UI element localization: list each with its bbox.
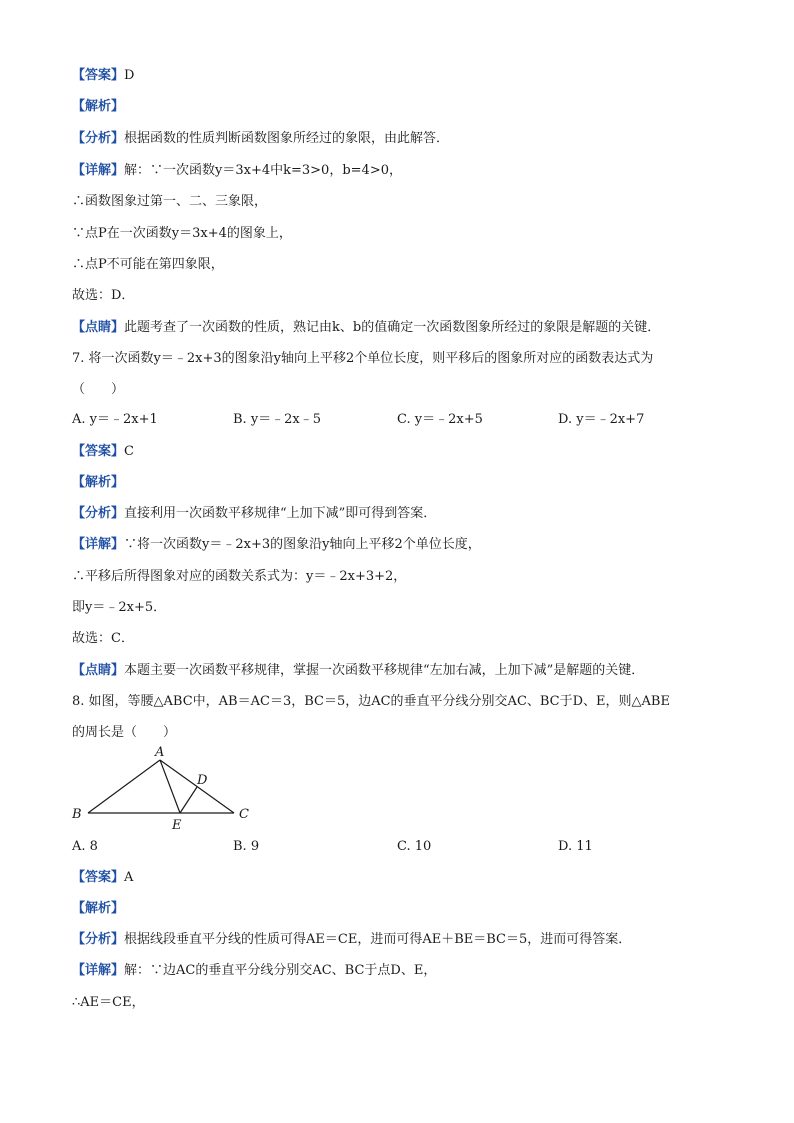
segment-ab [88,760,160,813]
q7-option-b: B. y＝﹣2x﹣5 [233,412,322,427]
q7-line3: 故选：C． [72,631,134,646]
segment-de [180,787,197,813]
q7-fenxi [72,504,436,524]
comment-tag: 【点睛】 [72,663,125,678]
label-c: C [239,807,249,822]
q8-stem-cont: 的周长是（ ） [72,725,177,740]
q7-comment [72,661,644,681]
q6-comment [72,318,660,338]
fenxi-text: 直接利用一次函数平移规律“上加下减”即可得到答案． [124,506,437,521]
q7-paren: （ ） [72,382,125,397]
fenxi-tag: 【分析】 [72,932,125,947]
label-e: E [172,818,182,833]
q8-analysis-heading [72,899,124,919]
detail-tag: 【详解】 [72,537,125,552]
q7-line2: 即y＝﹣2x+5． [72,600,167,615]
analysis-tag: 【解析】 [72,475,125,490]
q7-option-c: C. y＝﹣2x+5 [397,412,483,427]
q8-option-c: C. 10 [397,839,432,854]
q8-stem: 8. 如图，等腰△ABC中，AB＝AC＝3，BC＝5，边AC的垂直平分线分别交AC、BC于D、E，则△ABE [72,694,670,709]
fenxi-text: 根据线段垂直平分线的性质可得AE＝CE，进而可得AE＋BE＝BC＝5，进而可得答案． [124,932,632,947]
detail-text: 解：∵一次函数y＝3x+4中k=3>0，b=4>0， [124,163,402,178]
detail-text: 解：∵边AC的垂直平分线分别交AC、BC于点D、E， [124,963,437,978]
triangle-figure [66,745,256,835]
comment-text: 此题考查了一次函数的性质，熟记由k、b的值确定一次函数图象所经过的象限是解题的关键． [124,320,661,335]
answer-tag: 【答案】 [72,870,125,885]
fenxi-text: 根据函数的性质判断函数图象所经过的象限，由此解答． [124,131,450,146]
q6-detail [72,161,402,181]
fenxi-tag: 【分析】 [72,506,125,521]
detail-tag: 【详解】 [72,163,125,178]
q8-answer [72,868,133,888]
q8-detail [72,961,436,981]
q8-option-b: B. 9 [233,839,260,854]
q6-line3: ∴点P不可能在第四象限， [72,257,224,272]
analysis-tag: 【解析】 [72,901,125,916]
q7-stem: 7. 将一次函数y＝﹣2x+3的图象沿y轴向上平移2个单位长度，则平移后的图象所对应的函数表达式为 [72,351,654,366]
q6-fenxi [72,129,449,149]
answer-value: A [124,870,134,885]
segment-ae [160,760,180,813]
q6-line4: 故选：D． [72,288,135,303]
q8-line1: ∴AE＝CE， [72,995,145,1010]
label-b: B [72,807,82,822]
q6-analysis-heading [72,97,124,117]
q8-fenxi [72,930,631,950]
q7-line1: ∴平移后所得图象对应的函数关系式为：y＝﹣2x+3+2， [72,569,407,584]
label-d: D [197,773,208,788]
q7-analysis-heading [72,473,124,493]
q6-line1: ∴函数图象过第一、二、三象限， [72,194,268,209]
q6-answer [72,66,134,86]
q7-answer [72,442,134,462]
label-a: A [155,745,165,760]
detail-tag: 【详解】 [72,963,125,978]
q8-option-d: D. 11 [558,839,593,854]
answer-value: C [124,444,134,459]
q7-option-d: D. y＝﹣2x+7 [558,412,645,427]
answer-tag: 【答案】 [72,444,125,459]
comment-tag: 【点睛】 [72,320,125,335]
comment-text: 本题主要一次函数平移规律，掌握一次函数平移规律“左加右减，上加下减”是解题的关键． [124,663,645,678]
fenxi-tag: 【分析】 [72,131,125,146]
q8-option-a: A. 8 [72,839,98,854]
detail-text: ∵将一次函数y＝﹣2x+3的图象沿y轴向上平移2个单位长度， [124,537,481,552]
q7-option-a: A. y＝﹣2x+1 [72,412,158,427]
q6-line2: ∵点P在一次函数y＝3x+4的图象上， [72,226,292,241]
answer-tag: 【答案】 [72,68,125,83]
answer-value: D [124,68,135,83]
q7-detail [72,535,481,555]
analysis-tag: 【解析】 [72,99,125,114]
